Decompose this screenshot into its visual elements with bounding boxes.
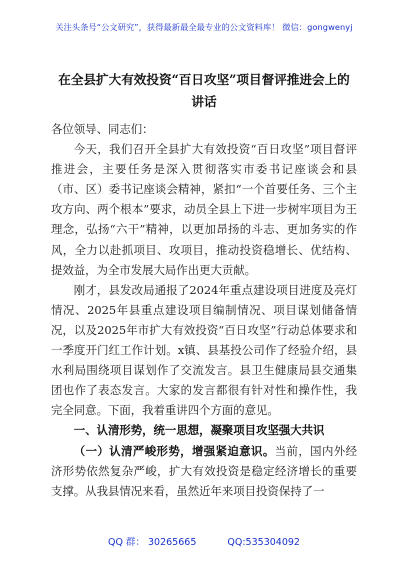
document-title: 在全县扩大有效投资“百日攻坚”项目督评推进会上的讲话: [58, 72, 350, 109]
document-body: [51, 119, 357, 501]
qq-group-number: QQ 群： 30265665: [108, 537, 197, 548]
paragraph-opening: 今天，我们召开全县扩大有效投资“百日攻坚”项目督评推进会，主要任务是深入贯彻落实市委书记座谈会和县（市、区）委书记座谈会精神，紧扣“一个首要任务、三个主攻方向、两个根本”要求，动员全县上下进一步树牢项目为王理念，弘扬“六干”精神，以更加昂扬的斗志、更加务实的作风，全力以赴抓项目、攻项目，推动投资稳增长、优结构、提效益，为全市发展大局作出更大贡献。: [51, 142, 357, 277]
promo-banner: 关注头条号“公文研究”，获得最新最全最专业的公文资料库！ 微信：gongwenyj: [55, 22, 353, 32]
section-heading: 一、认清形势，统一思想，凝聚项目攻坚强大共识: [73, 423, 325, 438]
subsection-text: 当前，国内外经济形势依然复杂严峻，扩大有效投资是稳定经济增长的重要支撑。从我县情况来看，虽然近年来项目投资保持了一: [51, 443, 357, 498]
salutation: 各位领导、同志们：: [51, 122, 154, 136]
qq-number: QQ:535304092: [227, 537, 300, 548]
contact-footer: [0, 534, 408, 548]
subsection-paragraph: [51, 441, 357, 501]
paragraph-review: 刚才，县发改局通报了2024年重点建设项目进度及亮灯情况、2025年县重点建设项目编制情况、项目谋划储备情况，以及2025年市扩大有效投资“百日攻坚”行动总体要求和一季度开门红工作计划。x镇、县基投公司作了经验介绍，县水利局围绕项目谋划作了交流发言。县卫生健康局县交通集团也作了表态发言。大家的发言都很有针对性和操作性，我完全同意。下面，我着重讲四个方面的意见。: [51, 282, 357, 418]
subsection-heading: （一）认清严峻形势，增强紧迫意识。: [73, 443, 275, 458]
